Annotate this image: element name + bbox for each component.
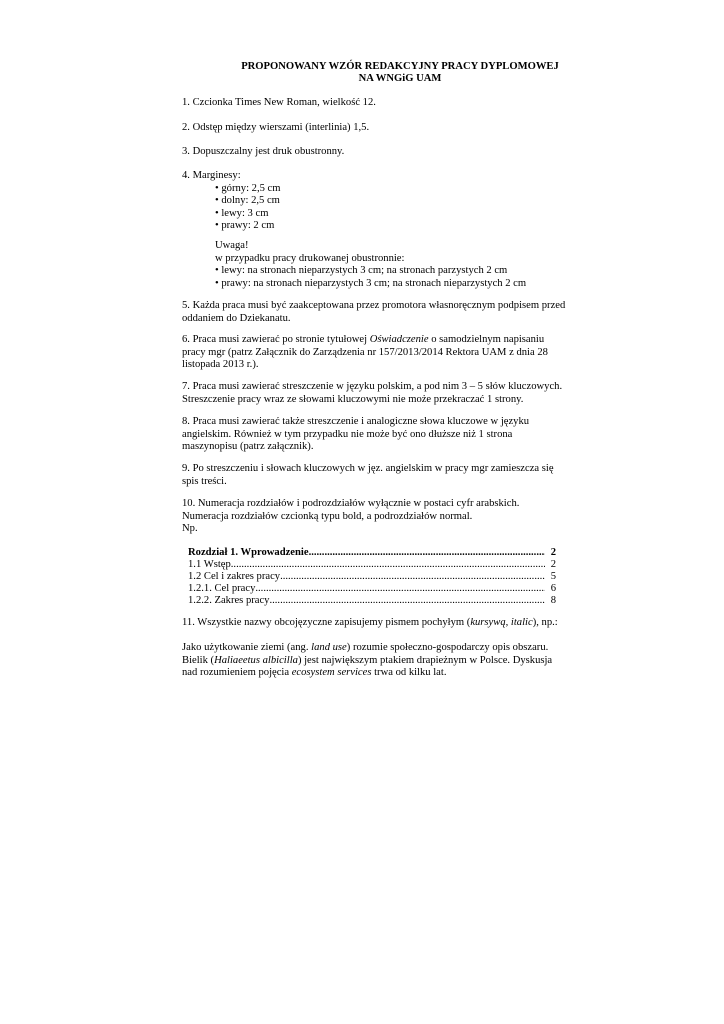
oswiadczenie-term: Oświadczenie bbox=[369, 334, 429, 345]
margin-bullet: • prawy: 2 cm bbox=[215, 220, 275, 231]
rule-8: 8. Praca musi zawierać także streszczenie i analogiczne słowa kluczowe w języku angielskim. Również w tym przypadku nie może być ono dłuższe niż 1 strona maszynopisu (patrz załącznik). bbox=[182, 416, 530, 452]
toc-row: 1.2.2. Zakres pracy ..... 8 bbox=[188, 595, 556, 607]
toc-row: Rozdział 1. Wprowadzenie ..... 2 bbox=[188, 547, 556, 559]
title-line-1: PROPONOWANY WZÓR REDAKCYJNY PRACY DYPLOMOWEJ bbox=[241, 61, 559, 72]
rule-2: 2. Odstęp między wierszami (interlinia) 1,5. bbox=[182, 122, 370, 133]
rule-7: 7. Praca musi zawierać streszczenie w języku polskim, a pod nim 3 – 5 słów kluczowych. Streszczenie pracy wraz ze słowami kluczowymi nie może przekraczać 1 strony. bbox=[182, 381, 563, 405]
margins-heading: 4. Marginesy: bbox=[182, 170, 241, 181]
note-title: Uwaga! bbox=[215, 240, 249, 251]
italic-example-paragraph: Jako użytkowanie ziemi (ang. land use) rozumie społeczno-gospodarczy opis obszaru. Bielik (Haliaeetus albicilla) jest największym ptakiem drapieżnym w Polsce. Dyskusja nad rozumieniem pojęcia ecosystem services trwa od kilku lat. bbox=[182, 642, 553, 678]
rule-9: 9. Po streszczeniu i słowach kluczowych w jęz. angielskim w pracy mgr zamieszcza się spis treści. bbox=[182, 463, 554, 487]
rule-4-margins bbox=[182, 170, 582, 233]
margins-note bbox=[215, 240, 595, 290]
rule-6: 6. Praca musi zawierać po stronie tytułowej Oświadczenie o samodzielnym napisaniu pracy mgr (patrz Załącznik do Zarządzenia nr 157/2013/2014 Rektora UAM z dnia 28 listopada 2013 r.). bbox=[182, 334, 548, 370]
rule-11: 11. Wszystkie nazwy obcojęzyczne zapisujemy pismem pochyłym (kursywą, italic), np.: bbox=[182, 617, 558, 628]
note-line: w przypadku pracy drukowanej obustronnie: bbox=[215, 252, 405, 264]
note-line: • lewy: na stronach nieparzystych 3 cm; na stronach parzystych 2 cm bbox=[215, 265, 508, 276]
toc-row: 1.2 Cel i zakres pracy ..... 5 bbox=[188, 571, 556, 583]
margin-bullet: • lewy: 3 cm bbox=[215, 207, 269, 219]
rule-3: 3. Dopuszczalny jest druk obustronny. bbox=[182, 146, 345, 157]
title-line-2: NA WNGiG UAM bbox=[358, 72, 442, 84]
margin-bullet: • dolny: 2,5 cm bbox=[215, 195, 280, 206]
note-line: • prawy: na stronach nieparzystych 3 cm; na stronach nieparzystych 2 cm bbox=[215, 277, 527, 289]
table-of-contents-example bbox=[188, 547, 556, 607]
rule-5: 5. Każda praca musi być zaakceptowana przez promotora własnoręcznym podpisem przed oddaniem do Dziekanatu. bbox=[182, 300, 566, 324]
rule-10: 10. Numeracja rozdziałów i podrozdziałów wyłącznie w postaci cyfr arabskich. Numeracja rozdziałów czcionką typu bold, a podrozdziałów normal. Np. bbox=[182, 498, 520, 534]
toc-row: 1.2.1. Cel pracy ..... 6 bbox=[188, 583, 556, 595]
toc-row: 1.1 Wstęp ..... 2 bbox=[188, 559, 556, 571]
rule-1: 1. Czcionka Times New Roman, wielkość 12. bbox=[182, 97, 376, 108]
page-title bbox=[140, 61, 660, 84]
margin-bullet: • górny: 2,5 cm bbox=[215, 182, 281, 194]
